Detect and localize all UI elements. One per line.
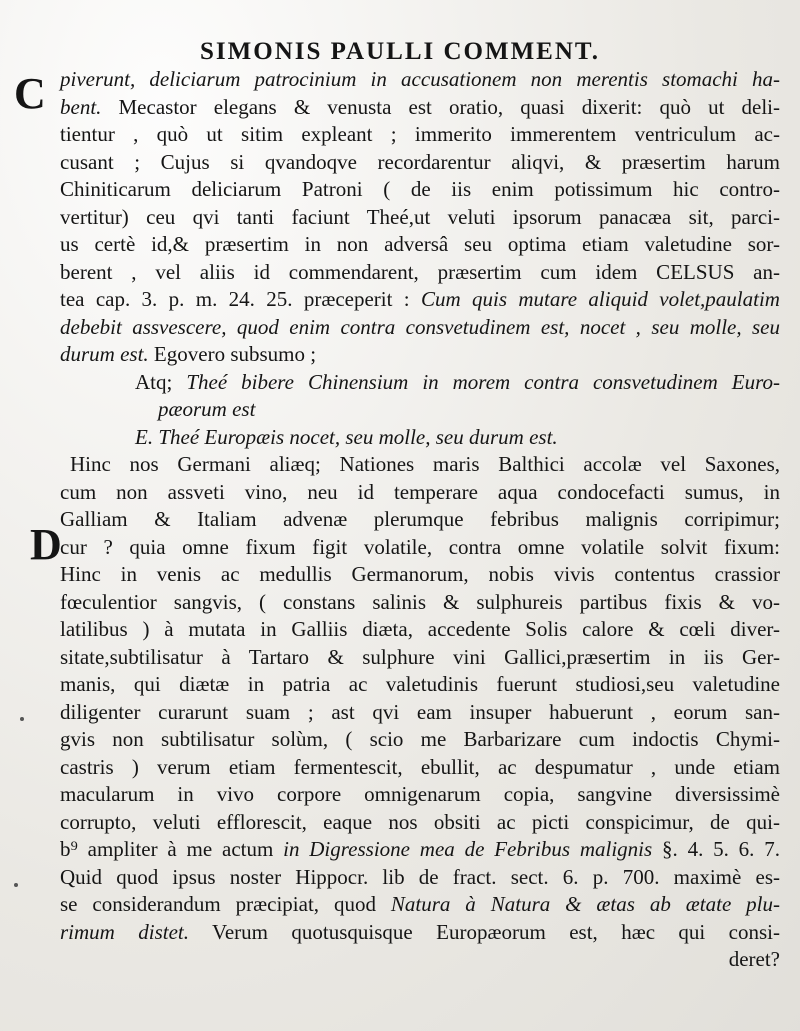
text-line (60, 534, 780, 562)
body-text (60, 66, 780, 974)
italic-text: Cum quis mutare aliquid volet,paulatim (420, 287, 780, 311)
text-line (60, 424, 780, 452)
roman-text: latilibus ) à mutata in Galliis diæta, accedente Solis calore & cœli diver- (60, 617, 780, 641)
italic-text: Theé bibere Chinensium in morem contra consvetudinem Euro- (186, 369, 780, 394)
text-line (60, 616, 780, 644)
roman-text: manis, qui diætæ in patria ac valetudinis fuerunt studiosi,seu valetudine (60, 672, 780, 696)
roman-text: Mecastor elegans & venusta est oratio, quasi dixerit: quò ut deli- (101, 94, 780, 119)
roman-text: cusant ; Cujus si qvandoqve recordarentur aliqvi, & præsertim harum (60, 149, 780, 174)
italic-text: piverunt, deliciarum patrocinium in accusationem non merentis stomachi ha- (60, 67, 780, 91)
running-header: SIMONIS PAULLI COMMENT. (200, 38, 600, 65)
roman-text: §. 4. 5. 6. 7. (652, 837, 780, 861)
text-line (60, 506, 780, 534)
roman-text: deret? (728, 947, 780, 971)
text-line (60, 919, 780, 947)
roman-text: corrupto, veluti efflorescit, eaque nos obsiti ac picti conspicimur, de qui- (60, 809, 780, 834)
roman-text: se considerandum præcipiat, quod (60, 892, 391, 916)
roman-text: us certè id,& præsertim in non adversâ seu optima etiam valetudine sor- (60, 232, 780, 256)
roman-text: cur ? quia omne fixum figit volatile, contra omne volatile solvit fixum: (60, 534, 780, 559)
roman-text: diligenter curarunt suam ; ast qvi eam insuper habuerunt , eorum san- (60, 699, 780, 724)
roman-text: Verum quotusquisque Europæorum est, hæc qui consi- (189, 919, 780, 944)
italic-text: pæorum est (158, 397, 256, 421)
italic-text: durum est. (60, 342, 149, 366)
roman-text: Egovero subsumo ; (148, 342, 317, 366)
italic-text: in Digressione mea de Febribus malignis (283, 837, 653, 861)
roman-text: Hinc nos Germani aliæq; Nationes maris Balthici accolæ vel Saxones, (70, 452, 780, 476)
text-line (60, 396, 780, 424)
roman-text: b⁹ ampliter à me actum (60, 837, 284, 861)
roman-text: Hinc in venis ac medullis Germanorum, nobis vivis contentus crassior (60, 562, 780, 586)
text-line (60, 369, 780, 397)
roman-text: berent , vel aliis id commendarent, præsertim cum idem CELSUS an- (60, 259, 780, 284)
text-line (60, 809, 780, 837)
text-line (60, 176, 780, 204)
text-line (60, 259, 780, 287)
italic-text: E. Theé Europæis nocet, seu molle, seu durum est. (135, 424, 558, 449)
roman-text: Atq; (135, 369, 187, 394)
drop-cap-d: D (30, 520, 62, 569)
roman-text: Quid quod ipsus noster Hippocr. lib de fract. sect. 6. p. 700. maximè es- (60, 864, 780, 889)
text-line (60, 864, 780, 892)
text-line (60, 561, 780, 589)
text-line (60, 479, 780, 507)
roman-text: castris ) verum etiam fermentescit, ebullit, ac despumatur , unde etiam (60, 754, 780, 779)
text-line (60, 671, 780, 699)
text-line (60, 726, 780, 754)
roman-text: macularum in vivo corpore omnigenarum copia, sangvine diversissimè (60, 782, 780, 806)
text-line (60, 644, 780, 672)
text-line (60, 836, 780, 864)
text-line (60, 286, 780, 314)
text-line (60, 754, 780, 782)
text-line (60, 121, 780, 149)
roman-text: gvis non subtilisatur solùm, ( scio me Barbarizare cum indoctis Chymi- (60, 727, 780, 751)
text-line (70, 451, 780, 479)
text-line (60, 946, 780, 974)
text-line (60, 149, 780, 177)
text-line (60, 699, 780, 727)
roman-text: tea cap. 3. p. m. 24. 25. præceperit : (60, 287, 421, 311)
text-line (60, 66, 780, 94)
italic-text: bent. (60, 94, 102, 119)
text-line (60, 231, 780, 259)
roman-text: fœculentior sangvis, ( constans salinis & sulphureis partibus fixis & vo- (60, 589, 780, 614)
text-line (60, 204, 780, 232)
drop-cap-c: C (14, 69, 46, 118)
text-line (60, 314, 780, 342)
roman-text: Chiniticarum deliciarum Patroni ( de iis enim potissimum hic contro- (60, 177, 780, 201)
roman-text: Galliam & Italiam advenæ plerumque febribus malignis corripimur; (60, 507, 780, 531)
text-line (60, 589, 780, 617)
roman-text: cum non assveti vino, neu id temperare aqua condocefacti sumus, in (60, 479, 780, 504)
italic-text: rimum distet. (60, 919, 189, 944)
italic-text: debebit assvescere, quod enim contra consvetudinem est, nocet , seu molle, seu (60, 314, 780, 339)
text-line (60, 341, 780, 369)
roman-text: tientur , quò ut sitim expleant ; immerito immerentem ventriculum ac- (60, 122, 780, 146)
text-line (60, 891, 780, 919)
roman-text: sitate,subtilisatur à Tartaro & sulphure vini Gallici,præsertim in iis Ger- (60, 644, 780, 669)
text-line (60, 94, 780, 122)
margin-speck (20, 717, 24, 721)
text-line (60, 781, 780, 809)
margin-speck (14, 883, 18, 887)
italic-text: Natura à Natura & ætas ab ætate plu- (390, 892, 781, 916)
roman-text: vertitur) ceu qvi tanti faciunt Theé,ut veluti ipsorum panacæa sit, parci- (60, 204, 780, 229)
